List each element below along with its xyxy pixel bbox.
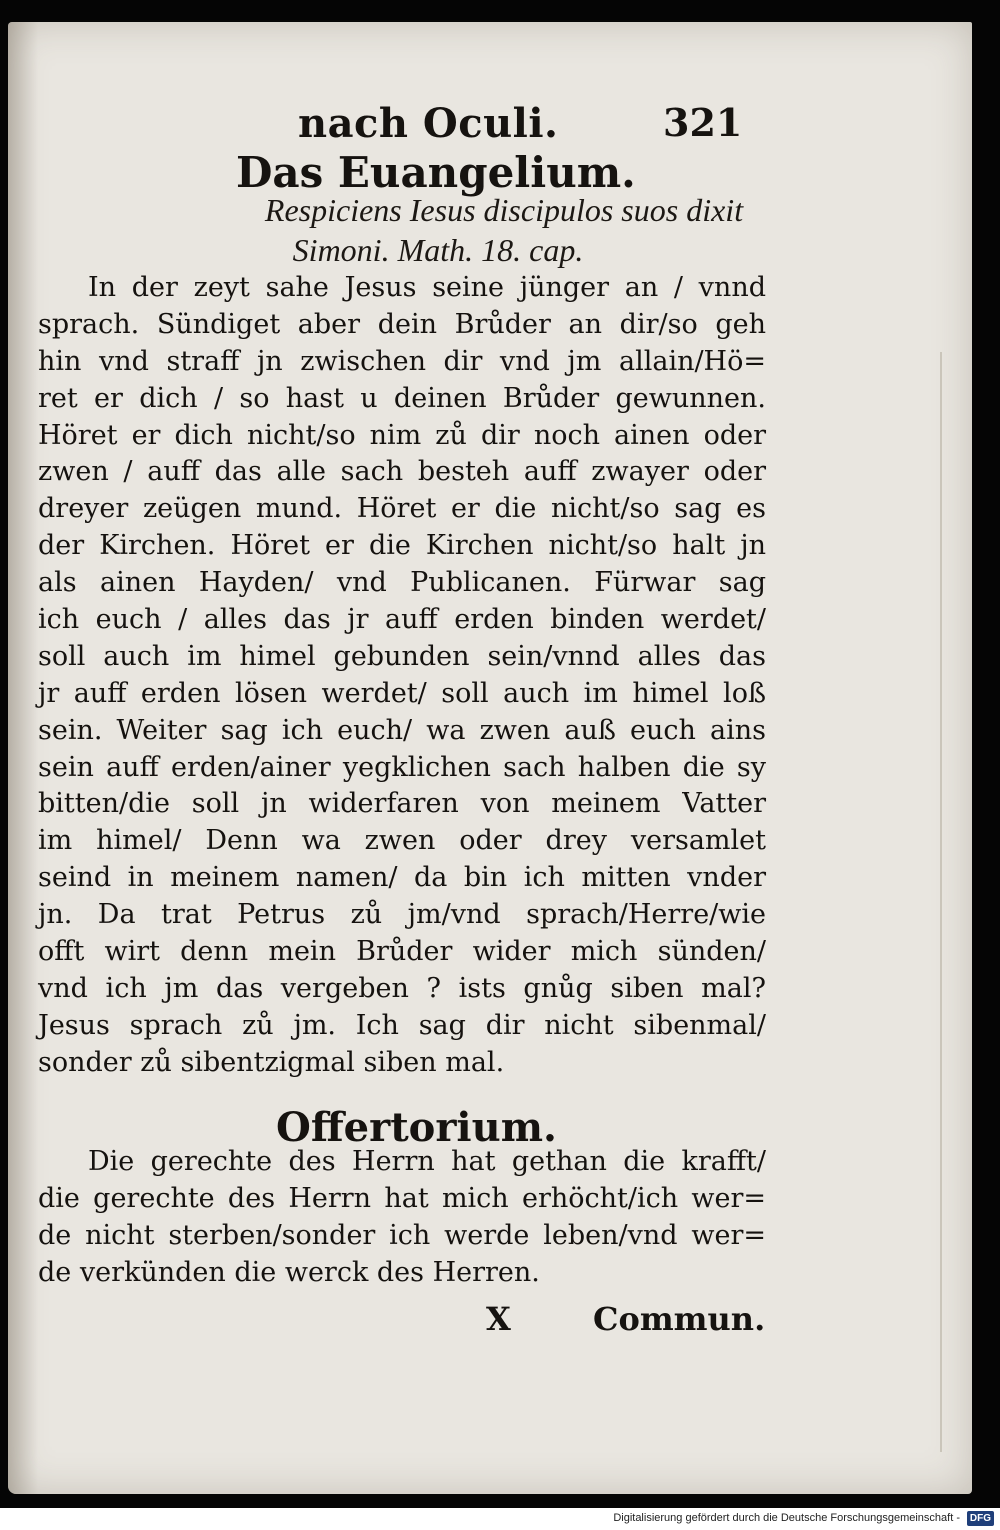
text-line: offt wirt denn mein Brůder wider mich sünden/: [38, 936, 766, 968]
text-line: ret er dich / so hast u deinen Brůder gewunnen.: [38, 382, 766, 414]
text-line: ich euch / alles das jr auff erden binden werdet/: [38, 604, 766, 636]
catchword-row: [8, 1300, 972, 1340]
latin-incipit-line: Simoni. Math. 18. cap.: [292, 232, 584, 268]
catchword: Commun.: [593, 1300, 766, 1338]
text-line: als ainen Hayden/ vnd Publicanen. Fürwar sag: [38, 567, 766, 599]
text-line: dreyer zeügen mund. Höret er die nicht/so sag es: [38, 493, 766, 525]
text-line: bitten/die soll jn widerfaren von meinem Vatter: [38, 788, 766, 820]
page-fold-line: [940, 352, 942, 1452]
text-line: sprach. Sündiget aber dein Brůder an dir/so geh: [38, 308, 766, 340]
book-page: [8, 22, 972, 1494]
text-line: vnd ich jm das vergeben ? ists gnůg siben mal?: [38, 972, 766, 1004]
gospel-text: [38, 270, 766, 1082]
text-line: Jesus sprach zů jm. Ich sag dir nicht sibenmal/: [38, 1009, 766, 1041]
page-number: 321: [663, 100, 743, 145]
text-line: Die gerechte des Herrn hat gethan die krafft/: [88, 1146, 766, 1177]
offertory-text: [38, 1144, 766, 1292]
text-line: im himel/ Denn wa zwen oder drey versamlet: [38, 825, 766, 857]
text-line: zwen / auff das alle sach besteh auff zwayer oder: [38, 456, 766, 488]
text-line: In der zeyt sahe Jesus seine jünger an / vnnd: [88, 272, 766, 303]
dfg-logo: DFG: [967, 1511, 994, 1526]
text-line: sein auff erden/ainer yegklichen sach halben die sy: [38, 751, 766, 783]
text-line: hin vnd straff jn zwischen dir vnd jm allain/Hö=: [38, 345, 766, 377]
text-line: Höret er dich nicht/so nim zů dir noch ainen oder: [38, 419, 766, 451]
latin-incipit-line: Respiciens Iesus discipulos suos dixit: [264, 192, 744, 228]
text-line: seind in meinem namen/ da bin ich mitten vnder: [38, 862, 766, 894]
text-line: sonder zů sibentzigmal siben mal.: [38, 1046, 505, 1078]
page-header: [8, 100, 972, 150]
text-line: jr auff erden lösen werdet/ soll auch im himel loß: [38, 677, 766, 709]
text-line: de verkünden die werck des Herren.: [38, 1256, 540, 1288]
section-title: Das Euangelium.: [236, 148, 636, 197]
offertory-title: Offertorium.: [276, 1104, 557, 1151]
running-head: nach Oculi.: [298, 100, 559, 147]
footer-bar: [0, 1508, 1000, 1530]
funding-credit: Digitalisierung gefördert durch die Deutsche Forschungsgemeinschaft -: [613, 1512, 960, 1524]
text-line: die gerechte des Herrn hat mich erhöcht/ich wer=: [38, 1182, 766, 1214]
text-line: sein. Weiter sag ich euch/ wa zwen auß euch ains: [38, 714, 766, 746]
text-line: soll auch im himel gebunden sein/vnnd alles das: [38, 640, 766, 672]
text-line: de nicht sterben/sonder ich werde leben/vnd wer=: [38, 1219, 766, 1251]
signature-mark: X: [486, 1300, 511, 1338]
text-line: jn. Da trat Petrus zů jm/vnd sprach/Herre/wie: [38, 899, 766, 931]
text-line: der Kirchen. Höret er die Kirchen nicht/so halt jn: [38, 530, 766, 562]
